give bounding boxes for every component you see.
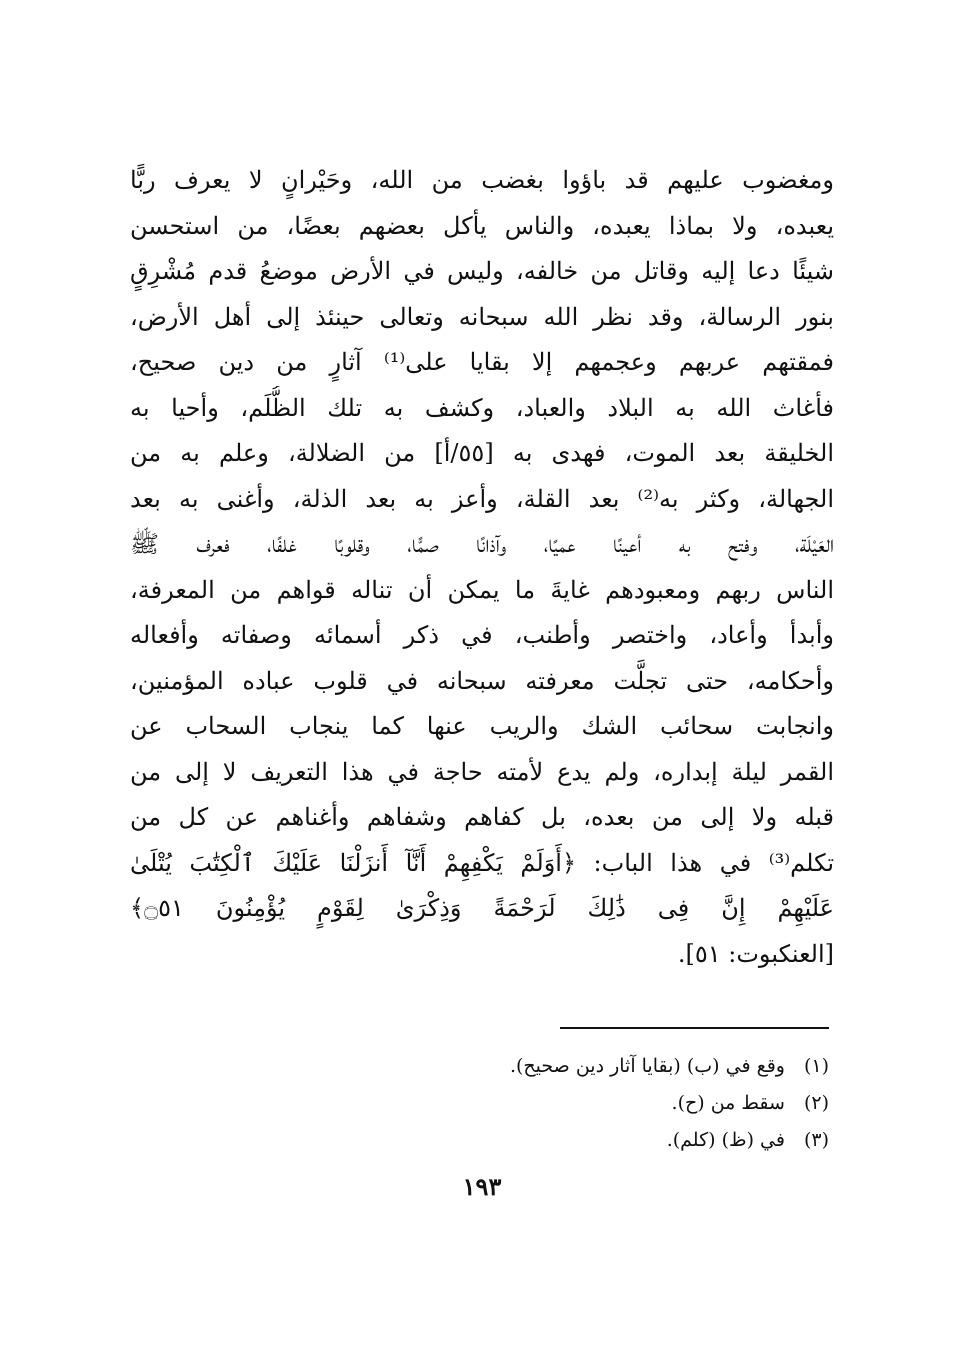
footnote-text: وقع في (ب) (بقايا آثار دين صحيح). — [509, 1055, 785, 1077]
footnote-text: سقط من (ح). — [671, 1092, 785, 1114]
text-line: وأبدأ وأعاد، واختصر وأطنب، في ذكر أسمائه وصفاته وأفعاله — [130, 621, 834, 649]
text-line: وانجابت سحائب الشك والريب عنها كما ينجاب السحاب عن — [130, 712, 834, 740]
footnotes — [309, 1048, 829, 1159]
footnote-item — [309, 1122, 829, 1159]
quran-verse-line: عَلَيْهِمْ إِنَّ فِى ذَٰلِكَ لَرَحْمَةً وَذِكْرَىٰ لِقَوْمٍ يُؤْمِنُونَ ۝٥١﴾ — [130, 894, 834, 922]
footnote-number: (٣) — [803, 1129, 829, 1151]
text-line: القمر ليلة إبداره، ولم يدع لأمته حاجة في هذا التعريف لا إلى من — [130, 757, 834, 786]
text-line: وأحكامه، حتى تجلَّت معرفته سبحانه في قلوب عباده المؤمنين، — [130, 666, 834, 695]
text-line: فأغاث الله به البلاد والعباد، وكشف به تلك الظُّلَم، وأحيا به — [130, 393, 834, 422]
footnote-number: (٢) — [803, 1092, 829, 1114]
text-line: يعبده، ولا بماذا يعبده، والناس يأكل بعضهم بعضًا، من استحسن — [130, 211, 834, 240]
text-line: بنور الرسالة، وقد نظر الله سبحانه وتعالى حينئذ إلى أهل الأرض، — [130, 302, 834, 331]
text-line: العَيْلَة، وفتح به أعينًا عميًا، وآذانًا صمًّا، وقلوبًا غلفًا، فعرف ﷺ — [130, 530, 834, 558]
text-line: ومغضوب عليهم قد باؤوا بغضب من الله، وحَيْرانٍ لا يعرف ربًّا — [130, 166, 834, 194]
text-line: شيئًا دعا إليه وقاتل من خالفه، وليس في الأرض موضعُ قدم مُشْرِقٍ — [130, 257, 834, 285]
text-line: الناس ربهم ومعبودهم غايةَ ما يمكن أن تناله قواهم من المعرفة، — [130, 575, 834, 604]
quran-verse-line: تكلم⁽³⁾ في هذا الباب: ﴿أَوَلَمْ يَكْفِهِمْ أَنَّآ أَنزَلْنَا عَلَيْكَ ٱلْكِتَٰبَ يُتْلَىٰ — [130, 848, 834, 877]
text-line: الجهالة، وكثر به⁽²⁾ بعد القلة، وأعز به بعد الذلة، وأغنى به بعد — [130, 484, 834, 513]
page-number: ١٩٣ — [462, 1172, 502, 1201]
footnote-number: (١) — [803, 1055, 829, 1077]
main-text-block — [130, 158, 834, 977]
verse-citation: [العنكبوت: ٥١]. — [677, 939, 834, 968]
footnote-item — [309, 1085, 829, 1122]
text-line: فمقتهم عربهم وعجمهم إلا بقايا على⁽¹⁾ آثارٍ من دين صحيح، — [130, 348, 834, 376]
text-line: الخليقة بعد الموت، فهدى به [٥٥/أ] من الضلالة، وعلم به من — [130, 439, 834, 467]
footnote-text: في (ظ) (كلم). — [666, 1129, 785, 1151]
text-line: قبله ولا إلى من بعده، بل كفاهم وشفاهم وأغناهم عن كل من — [130, 803, 834, 831]
footnote-item — [309, 1048, 829, 1085]
footnote-divider — [560, 1027, 829, 1029]
